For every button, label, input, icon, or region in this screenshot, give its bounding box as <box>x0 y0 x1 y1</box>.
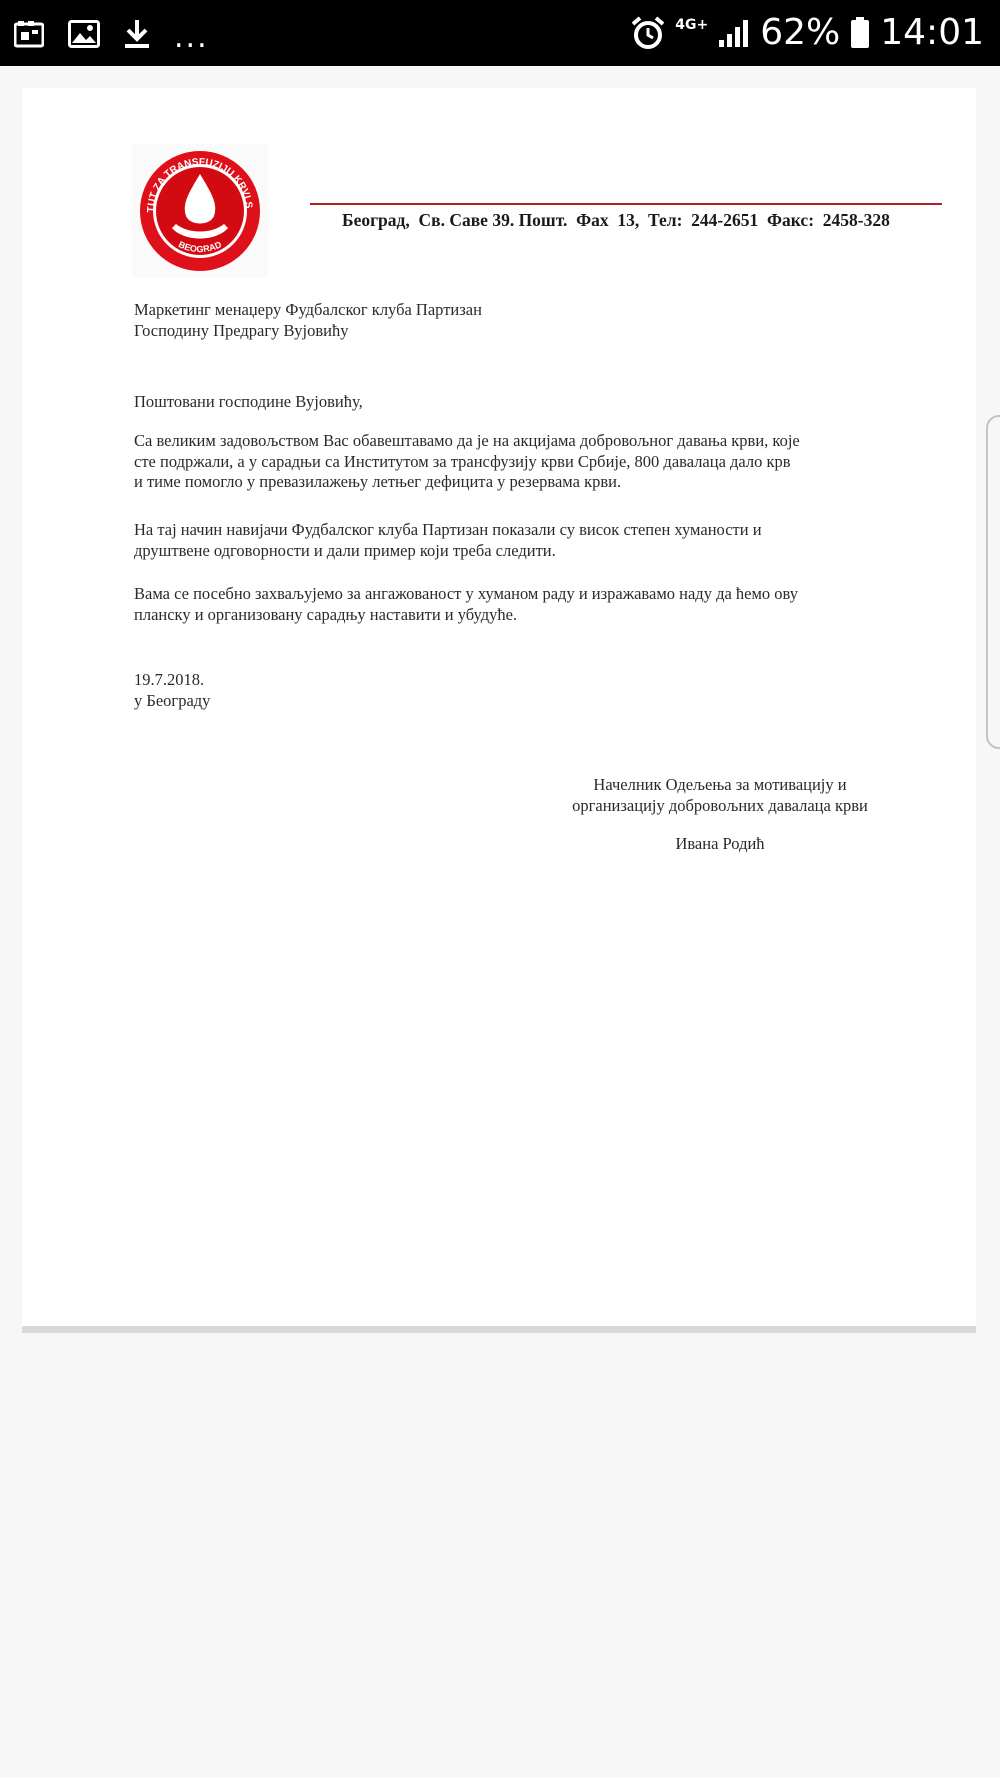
letterhead-rule <box>310 203 942 205</box>
battery-icon <box>850 17 870 49</box>
letterhead-address: Београд, Св. Саве 39. Пошт. Фах 13, Тел: 244-2651 Факс: 2458-328 <box>342 210 890 230</box>
system-icons <box>631 10 984 56</box>
logo-lettering-top: TUT ZA TRANSFUZIJU KRVI S <box>145 156 255 213</box>
paragraph-line: Вама се посебно захваљујемо за ангажованост у хуманом раду и изражавамо наду да ћемо ову <box>134 584 799 603</box>
paragraph-line: и тиме помогло у превазилажењу летњег дефицита у резервама крви. <box>134 472 622 491</box>
body-paragraph <box>134 520 894 561</box>
more-notifications: ... <box>174 20 209 55</box>
paragraph-line: планску и организовану сарадњу наставити и убудуће. <box>134 604 518 624</box>
notification-icons <box>14 14 209 54</box>
recipient-block <box>134 300 482 341</box>
signature-title-line: Начелник Одељења за мотивацију и <box>593 775 847 794</box>
download-icon <box>124 19 150 49</box>
signature-block <box>520 775 920 855</box>
signature-name: Ивана Родић <box>675 834 765 853</box>
body-paragraph <box>134 584 894 625</box>
greeting: Поштовани господине Вујовићу, <box>134 392 363 411</box>
paragraph-line: На тај начин навијачи Фудбалског клуба Партизан показали су висок степен хуманости и <box>134 520 762 539</box>
recipient-line: Господину Предрагу Вујовићу <box>134 320 349 340</box>
logo-lettering-bottom: BEOGRAD <box>176 239 224 255</box>
letter-date: 19.7.2018. <box>134 670 205 689</box>
signature-title-line: организацију добровољних давалаца крви <box>572 795 868 815</box>
battery-percent: 62% <box>760 12 841 53</box>
clock: 14:01 <box>880 12 984 53</box>
institute-logo <box>132 144 268 278</box>
network-type: 4G+ <box>675 17 709 33</box>
signal-icon <box>718 18 750 48</box>
paragraph-line: сте подржали, а у сарадњи са Институтом за трансфузију крви Србије, 800 давалаца дало крв <box>134 451 791 471</box>
body-paragraph <box>134 431 894 493</box>
letter-place: у Београду <box>134 690 211 710</box>
paragraph-line: друштвене одговорности и дали пример који треба следити. <box>134 540 556 560</box>
dnd-notification-icon <box>14 20 44 48</box>
recipient-line: Маркетинг менаџеру Фудбалског клуба Партизан <box>134 300 482 319</box>
scroll-handle[interactable] <box>986 415 1000 749</box>
paragraph-line: Са великим задовољством Вас обавештавамо да је на акцијама добровољног давања крви, које <box>134 431 800 450</box>
gallery-icon <box>68 20 100 48</box>
alarm-icon <box>631 16 665 50</box>
page-divider <box>22 1326 976 1333</box>
status-bar <box>0 0 1000 66</box>
date-place-block <box>134 670 210 711</box>
